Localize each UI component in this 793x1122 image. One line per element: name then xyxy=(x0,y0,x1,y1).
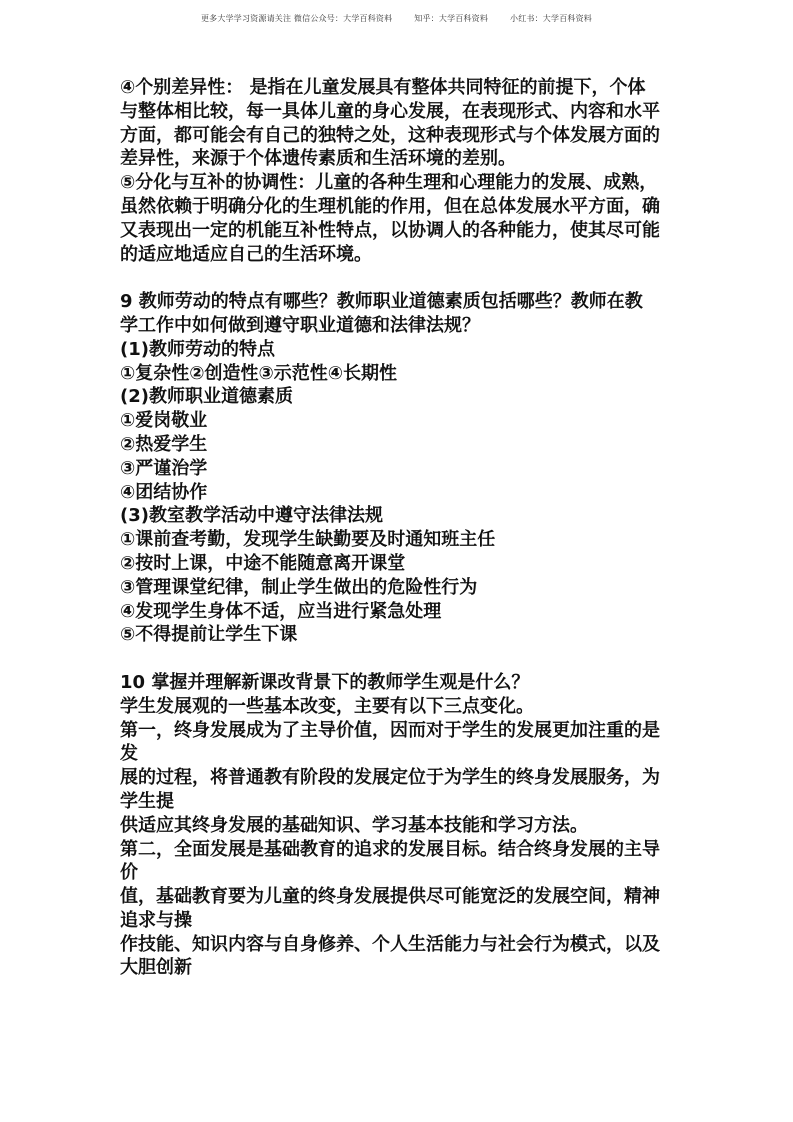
text-line: 与整体相比较，每一具体儿童的身心发展，在表现形式、内容和水平 xyxy=(120,100,660,122)
text-section xyxy=(120,290,690,647)
text-line: 追求与操 xyxy=(120,909,192,931)
text-line: 作技能、知识内容与自身修养、个人生活能力与社会行为模式，以及 xyxy=(120,933,660,955)
text-line: 虽然依赖于明确分化的生理机能的作用，但在总体发展水平方面，确 xyxy=(120,195,660,217)
text-line: 供适应其终身发展的基础知识、学习基本技能和学习方法。 xyxy=(120,814,588,836)
text-line: ⑤不得提前让学生下课 xyxy=(120,624,298,646)
text-line: 第一，终身发展成为了主导价值，因而对于学生的发展更加注重的是 xyxy=(120,719,660,741)
text-line: 差异性，来源于个体遗传素质和生活环境的差别。 xyxy=(120,148,516,170)
text-line: 值，基础教育要为儿童的终身发展提供尽可能宽泛的发展空间，精神 xyxy=(120,886,660,908)
page-header: 更多大学学习资源请关注 微信公众号：大学百科资料 知乎：大学百科资料 小红书：大学百科资料 xyxy=(200,14,593,23)
text-line: ⑤分化与互补的协调性：儿童的各种生理和心理能力的发展、成熟， xyxy=(120,172,658,194)
text-line: 发 xyxy=(120,743,138,765)
text-line: ③严谨治学 xyxy=(120,457,208,479)
text-line: ④团结协作 xyxy=(120,481,208,503)
text-line: 方面，都可能会有自己的独特之处，这种表现形式与个体发展方面的 xyxy=(120,124,660,146)
text-line: ①课前查考勤，发现学生缺勤要及时通知班主任 xyxy=(120,529,496,551)
text-line: 学工作中如何做到遵守职业道德和法律法规？ xyxy=(120,314,480,336)
text-line: ④个别差异性： 是指在儿童发展具有整体共同特征的前提下，个体 xyxy=(120,77,646,98)
text-line: 9 教师劳动的特点有哪些？教师职业道德素质包括哪些？教师在教 xyxy=(120,291,643,313)
text-line: 学生提 xyxy=(120,790,174,812)
text-section xyxy=(120,671,690,980)
paragraph-gap xyxy=(120,266,690,290)
text-line: 价 xyxy=(120,862,138,884)
text-line: 第二，全面发展是基础教育的追求的发展目标。结合终身发展的主导 xyxy=(120,838,660,860)
text-line: (3)教室教学活动中遵守法律法规 xyxy=(120,505,383,527)
text-line: ①复杂性②创造性③示范性④长期性 xyxy=(120,362,397,384)
paragraph-gap xyxy=(120,647,690,671)
text-line: ②热爱学生 xyxy=(120,433,208,455)
text-line: 展的过程，将普通教有阶段的发展定位于为学生的终身发展服务，为 xyxy=(120,767,660,789)
text-line: ④发现学生身体不适，应当进行紧急处理 xyxy=(120,600,442,622)
text-line: ②按时上课，中途不能随意离开课堂 xyxy=(120,552,406,574)
text-line: ①爱岗敬业 xyxy=(120,410,208,432)
text-line: 学生发展观的一些基本改变，主要有以下三点变化。 xyxy=(120,695,534,717)
document-body xyxy=(120,76,690,980)
text-section xyxy=(120,76,690,266)
text-line: 大胆创新 xyxy=(120,957,192,979)
text-line: (2)教师职业道德素质 xyxy=(120,386,293,408)
text-line: 又表现出一定的机能互补性特点，以协调人的各种能力，使其尽可能 xyxy=(120,219,660,241)
text-line: ③管理课堂纪律，制止学生做出的危险性行为 xyxy=(120,576,478,598)
text-line: 的适应地适应自己的生活环境。 xyxy=(120,243,372,265)
text-line: (1)教师劳动的特点 xyxy=(120,338,275,360)
text-line: 10 掌握并理解新课改背景下的教师学生观是什么？ xyxy=(120,671,530,693)
